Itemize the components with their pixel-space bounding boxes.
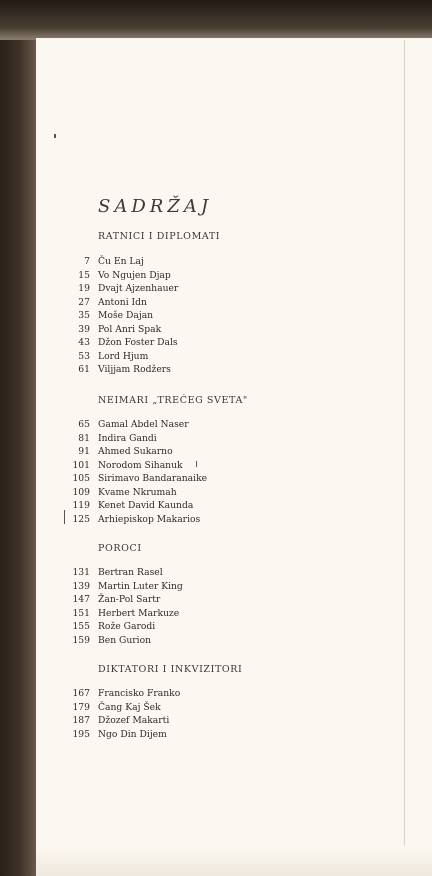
toc-entry	[70, 283, 330, 296]
entry-name: Bertran Rasel	[98, 567, 163, 578]
page-number: 195	[72, 728, 90, 740]
section-title: POROCI	[98, 543, 142, 554]
entry-name: Kvame Nkrumah	[98, 486, 177, 498]
page-top-shadow	[0, 0, 432, 40]
page-number: 101	[72, 459, 90, 471]
entry-name: Antoni Idn	[98, 296, 147, 308]
ink-speck	[64, 510, 65, 524]
toc-entry	[70, 608, 330, 621]
entry-name: Vo Ngujen Djap	[98, 269, 171, 281]
page-number: 179	[72, 701, 90, 713]
entry-name: Martin Luter King	[98, 580, 183, 592]
page-number: 35	[78, 310, 90, 321]
entry-name: Čang Kaj Šek	[98, 701, 161, 713]
page-bottom-edge	[36, 846, 432, 876]
toc-entry	[70, 364, 330, 377]
page-number: 81	[78, 432, 90, 444]
page-number: 53	[78, 350, 90, 362]
toc-entry	[70, 688, 330, 701]
entry-name: Džozef Makarti	[98, 715, 170, 726]
entry-name: Ben Gurion	[98, 634, 152, 646]
page-number: 155	[72, 621, 90, 632]
page-number: 65	[78, 419, 90, 430]
entry-name: Ngo Din Dijem	[98, 728, 167, 740]
entry-name: Ahmed Sukarno	[98, 446, 173, 457]
entry-name: Herbert Markuze	[98, 607, 180, 619]
toc-entry	[70, 715, 330, 728]
page-number: 151	[72, 607, 90, 619]
page-gutter-shadow	[0, 0, 36, 876]
ink-speck	[54, 134, 56, 138]
toc-entry	[70, 446, 330, 459]
toc-entry	[70, 473, 330, 486]
entry-name: Moše Dajan	[98, 310, 154, 321]
section-title: DIKTATORI I INKVIZITORI	[98, 664, 243, 675]
toc-entry	[70, 514, 330, 527]
entry-name: Francisko Franko	[98, 688, 181, 699]
entry-name: Indira Gandi	[98, 432, 157, 444]
toc-entry	[70, 729, 330, 742]
toc-entry	[70, 256, 330, 269]
entry-name: Norodom Sihanuk	[98, 459, 183, 471]
page-number: 109	[72, 486, 90, 498]
section-title: NEIMARI „TREĆEG SVETA"	[98, 395, 248, 406]
toc-entry	[70, 621, 330, 634]
page-number: 147	[72, 594, 90, 605]
toc-entry	[70, 594, 330, 607]
page-number: 43	[78, 337, 90, 348]
toc-entry	[70, 337, 330, 350]
entry-name: Kenet David Kaunda	[98, 500, 194, 511]
entry-name: Ču En Laj	[98, 256, 144, 267]
page-number: 15	[78, 269, 90, 281]
page-number: 7	[84, 256, 90, 267]
toc-entry	[70, 702, 330, 715]
entry-name: Gamal Abdel Naser	[98, 419, 189, 430]
entry-name: Žan-Pol Sartr	[98, 594, 161, 605]
toc-entry	[70, 500, 330, 513]
toc-entry	[70, 270, 330, 283]
page-number: 27	[78, 296, 90, 308]
entry-name: Dvajt Ajzenhauer	[98, 283, 179, 294]
page-number: 125	[72, 513, 90, 525]
entry-name: Viljjam Rodžers	[98, 364, 171, 375]
page-number: 187	[72, 715, 90, 726]
toc-entry	[70, 419, 330, 432]
toc-entry	[70, 487, 330, 500]
page-title: SADRŽAJ	[98, 196, 213, 217]
toc-entry	[70, 433, 330, 446]
toc-entry	[70, 635, 330, 648]
page-number: 131	[72, 567, 90, 578]
entry-name: Lord Hjum	[98, 350, 149, 362]
entry-name: Sirimavo Bandaranaike	[98, 473, 208, 484]
toc-entry	[70, 310, 330, 323]
toc-entry	[70, 567, 330, 580]
entry-name: Rože Garodi	[98, 621, 156, 632]
page-number: 105	[72, 473, 90, 484]
page-number: 159	[72, 634, 90, 646]
toc-entry	[70, 324, 330, 337]
toc-entry	[70, 581, 330, 594]
toc-entry	[70, 351, 330, 364]
page-number: 91	[78, 446, 90, 457]
page-number: 39	[78, 323, 90, 335]
page-number: 19	[78, 283, 90, 294]
page-number: 119	[72, 500, 90, 511]
page-number: 139	[72, 580, 90, 592]
section-title: RATNICI I DIPLOMATI	[98, 231, 221, 242]
entry-name: Arhiepiskop Makarios	[98, 513, 201, 525]
entry-name: Pol Anri Spak	[98, 323, 162, 335]
toc-entry	[70, 297, 330, 310]
page-number: 61	[78, 364, 90, 375]
entry-name: Džon Foster Dals	[98, 337, 178, 348]
page-number: 167	[72, 688, 90, 699]
toc-entry	[70, 460, 330, 473]
page-edge-line	[404, 40, 405, 846]
